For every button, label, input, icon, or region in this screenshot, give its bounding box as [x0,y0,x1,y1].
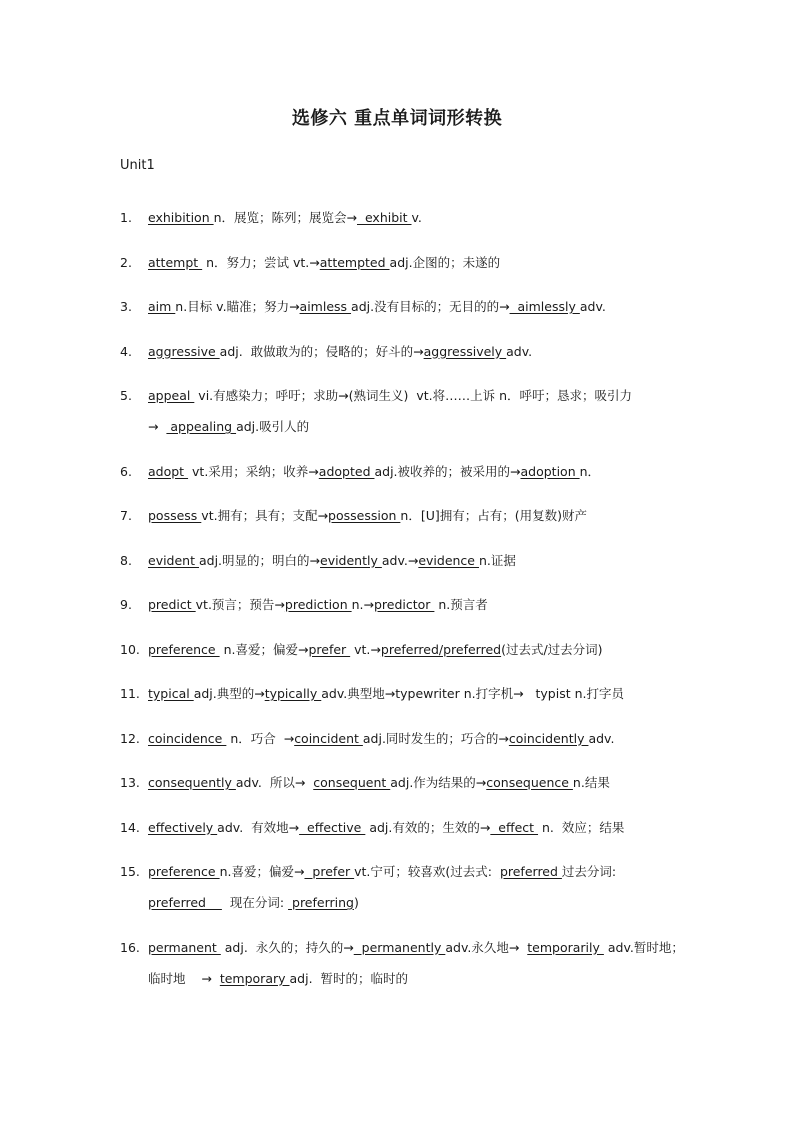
item-line [148,932,690,963]
definition-text: n．展览；陈列；展览会→ [213,210,357,225]
vocabulary-item [120,856,690,918]
answer-word: consequence [486,775,573,790]
definition-text: vt.宁可；较喜欢(过去式: [354,864,500,879]
answer-word: predict [148,597,196,612]
answer-word: coincidence [148,730,227,746]
item-text [148,500,690,531]
definition-text: adv. [579,299,606,314]
item-line [148,411,690,442]
definition-text: v. [411,210,422,225]
vocabulary-item [120,202,690,233]
answer-word: aggressively [423,343,507,359]
vocabulary-item [120,634,690,665]
answer-word: appealing [166,419,237,434]
definition-text: n.喜爱；偏爱→ [219,864,305,879]
definition-text: n.目标 v.瞄准；努力→ [175,299,300,314]
item-text [148,767,690,798]
definition-text: vt.→ [350,641,381,657]
answer-word: preference [148,641,220,657]
answer-word: consequent [313,775,391,790]
definition-text: 过去分词: [561,864,617,879]
vocabulary-item [120,247,690,278]
definition-text: vt.预言；预告→ [195,597,285,612]
item-text [148,336,690,367]
item-line [148,812,690,843]
item-number: 9. [120,597,132,612]
definition-text: adv.永久地→ [445,939,528,955]
definition-text: n.→ [351,597,374,612]
answer-word: aimlessly [509,299,580,314]
definition-text: adj.企图的；未遂的 [389,254,501,270]
answer-word: preferring [288,895,354,910]
document-title: 选修六 重点单词词形转换 [291,108,503,129]
vocabulary-item [120,723,690,754]
definition-text: → [148,419,167,434]
answer-word: effective [299,819,366,835]
definition-text: adv.典型地→typewriter n.打字机→ typist n.打字员 [321,686,624,701]
definition-text: ) [353,895,359,910]
definition-text: adv. 所以→ [235,775,314,790]
answer-word: typical [148,686,194,701]
definition-text: n．努力；尝试 vt.→ [202,254,320,270]
item-line [148,291,690,322]
item-number: 2. [120,254,132,270]
answer-word: prediction [284,597,352,612]
definition-text: adv. [506,343,533,359]
definition-text: adj. 永久的；持久的→ [220,939,354,955]
vocabulary-item [120,767,690,798]
item-line [148,887,690,918]
item-text [148,456,690,487]
item-number: 5. [120,388,132,403]
item-number: 11. [120,686,140,701]
vocabulary-list [120,202,690,1007]
answer-word: aim [148,299,176,314]
item-number: 1. [120,210,132,225]
item-text [148,812,690,843]
definition-text: adj.作为结果的→ [390,775,487,790]
item-text [148,589,690,620]
definition-text: n． [579,463,601,479]
item-line [148,380,690,411]
answer-word: adoption [520,463,580,479]
answer-word: aimless [299,299,352,314]
item-text [148,932,690,994]
definition-text: adj.没有目标的；无目的的→ [351,299,510,314]
answer-word: prefer [304,864,355,879]
answer-word: possession [328,508,401,523]
answer-word: possess [148,508,202,523]
item-line [148,963,690,994]
answer-word: temporary [219,970,290,986]
definition-text: n．巧合 → [226,730,295,746]
definition-text: vi.有感染力；呼吁；求助→(熟词生义) vt.将……上诉 n．呼吁；恳求；吸引力 [194,388,632,403]
definition-text: 临时地 → [148,970,220,986]
answer-word: preferred [499,864,562,879]
answer-word: coincident [294,730,363,746]
definition-text: adj.有效的；生效的→ [365,819,491,835]
definition-text: adj. 敢做敢为的；侵略的；好斗的→ [219,343,424,359]
vocabulary-item [120,678,690,709]
item-text [148,202,690,233]
answer-word: evidently [320,552,382,568]
item-number: 7. [120,508,132,523]
item-text [148,856,690,918]
item-line [148,856,690,887]
answer-word: adopt [148,463,189,479]
item-text [148,723,690,754]
vocabulary-item [120,812,690,843]
item-number: 13. [120,775,140,790]
item-text [148,247,690,278]
definition-text: adv.→ [381,552,419,568]
item-line [148,456,690,487]
answer-word: evident [148,552,199,568]
vocabulary-item [120,336,690,367]
item-line [148,202,690,233]
answer-word: typically [264,686,322,701]
item-number: 10. [120,641,140,657]
item-text [148,634,690,665]
item-number: 12. [120,730,140,746]
answer-word: preferred [148,895,222,910]
item-line [148,545,690,576]
answer-word: attempt [148,254,203,270]
definition-text: (过去式/过去分词) [501,641,603,657]
definition-text: n.喜爱；偏爱→ [219,641,309,657]
vocabulary-item [120,500,690,531]
item-text [148,380,690,442]
vocabulary-item [120,932,690,994]
definition-text: n.结果 [572,775,610,790]
definition-text: vt.拥有；具有；支配→ [201,508,329,523]
definition-text: adj. 暂时的；临时的 [289,970,408,986]
definition-text: adv. [588,730,615,746]
item-line [148,678,690,709]
item-number: 15. [120,864,140,879]
answer-word: adopted [318,463,375,479]
definition-text: adj.被收养的；被采用的→ [374,463,521,479]
answer-word: preference [148,864,220,879]
answer-word: permanently [353,939,446,955]
item-text [148,291,690,322]
answer-word: appeal [148,388,195,403]
item-text [148,545,690,576]
answer-word: predictor [373,597,435,612]
definition-text: n. 效应；结果 [538,819,625,835]
vocabulary-item [120,456,690,487]
definition-text: adj.明显的；明白的→ [198,552,320,568]
answer-word: exhibit [357,210,412,225]
item-line [148,336,690,367]
item-line [148,723,690,754]
item-number: 16. [120,939,140,955]
answer-word: evidence [418,552,479,568]
answer-word: coincidently [508,730,589,746]
definition-text: vt.采用；采纳；收养→ [188,463,319,479]
definition-text: n.证据 [478,552,516,568]
item-text [148,678,690,709]
definition-text: adj.吸引人的 [236,419,310,434]
vocabulary-item [120,291,690,322]
answer-word: temporarily [527,939,604,955]
item-line [148,247,690,278]
item-number: 6. [120,463,132,479]
definition-text: n.预言者 [434,597,488,612]
definition-text: adv.暂时地； [603,939,684,955]
answer-word: effect [490,819,539,835]
answer-word: permanent [148,939,221,955]
definition-text: adv. 有效地→ [217,819,300,835]
answer-word: preferred/preferred [380,641,502,657]
answer-word: exhibition [148,210,214,225]
answer-word: aggressive [148,343,220,359]
definition-text: n．[U]拥有；占有；(用复数)财产 [400,508,587,523]
unit-heading: Unit1 [120,158,155,173]
item-line [148,767,690,798]
answer-word: consequently [148,775,236,790]
answer-word: prefer [308,641,351,657]
vocabulary-item [120,545,690,576]
answer-word: attempted [319,254,390,270]
item-number: 3. [120,299,132,314]
item-number: 8. [120,552,132,568]
definition-text: 现在分词: [221,895,289,910]
answer-word: effectively [148,819,218,835]
vocabulary-item [120,380,690,442]
vocabulary-item [120,589,690,620]
item-line [148,589,690,620]
item-line [148,500,690,531]
item-line [148,634,690,665]
definition-text: adj.同时发生的；巧合的→ [362,730,509,746]
definition-text: adj.典型的→ [193,686,265,701]
item-number: 14. [120,819,140,835]
item-number: 4. [120,343,132,359]
